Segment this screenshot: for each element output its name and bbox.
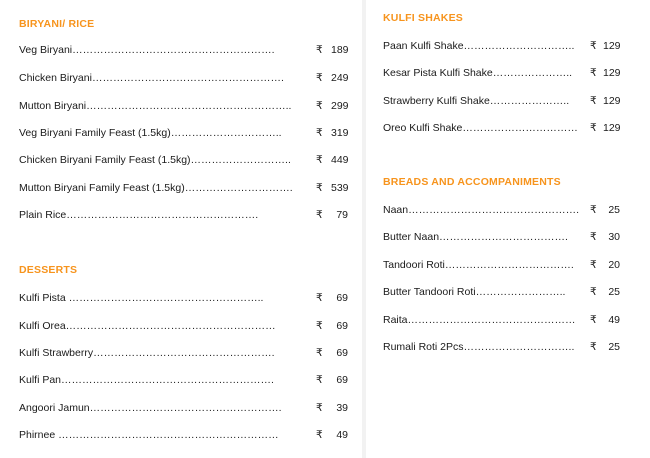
item-price: 539	[331, 182, 349, 194]
item-name: Angoori Jamun……………………………………………….	[19, 402, 282, 414]
rupee-symbol: ₹	[316, 374, 323, 386]
item-price: 129	[603, 122, 621, 134]
item-price: 49	[336, 429, 348, 441]
rupee-symbol: ₹	[590, 341, 597, 353]
item-name: Raita…………………………………………	[383, 314, 576, 326]
rupee-symbol: ₹	[590, 204, 597, 216]
item-price: 69	[336, 292, 348, 304]
item-price: 69	[336, 374, 348, 386]
item-price: 79	[336, 209, 348, 221]
rupee-symbol: ₹	[316, 402, 323, 414]
rupee-symbol: ₹	[316, 347, 323, 359]
rupee-symbol: ₹	[590, 67, 597, 79]
section-heading-kulfi-shakes: KULFI SHAKES	[383, 12, 463, 24]
item-name: Butter Naan……………………………….	[383, 231, 568, 243]
item-name: Rumali Roti 2Pcs…………………………..	[383, 341, 575, 353]
item-price: 449	[331, 154, 349, 166]
item-name: Mutton Biryani Family Feast (1.5kg)………………………….	[19, 182, 293, 194]
item-price: 49	[608, 314, 620, 326]
item-price: 69	[336, 320, 348, 332]
rupee-symbol: ₹	[316, 182, 323, 194]
item-name: Butter Tandoori Roti……………………..	[383, 286, 566, 298]
rupee-symbol: ₹	[316, 127, 323, 139]
item-price: 129	[603, 95, 621, 107]
item-name: Chicken Biryani……………………………………………….	[19, 72, 284, 84]
item-price: 25	[608, 341, 620, 353]
rupee-symbol: ₹	[316, 320, 323, 332]
item-price: 249	[331, 72, 349, 84]
item-name: Kulfi Pista ………………………………………………..	[19, 292, 264, 304]
rupee-symbol: ₹	[590, 40, 597, 52]
rupee-symbol: ₹	[316, 100, 323, 112]
item-name: Kesar Pista Kulfi Shake…………………..	[383, 67, 573, 79]
rupee-symbol: ₹	[590, 122, 597, 134]
item-name: Chicken Biryani Family Feast (1.5kg)………………………..	[19, 154, 291, 166]
rupee-symbol: ₹	[590, 314, 597, 326]
item-price: 25	[608, 204, 620, 216]
item-name: Strawberry Kulfi Shake…………………..	[383, 95, 570, 107]
rupee-symbol: ₹	[316, 44, 323, 56]
item-name: Veg Biryani………………………………………………….	[19, 44, 275, 56]
rupee-symbol: ₹	[316, 429, 323, 441]
rupee-symbol: ₹	[590, 95, 597, 107]
rupee-symbol: ₹	[316, 292, 323, 304]
item-name: Paan Kulfi Shake…………………………..	[383, 40, 575, 52]
item-name: Naan………………………………………….	[383, 204, 580, 216]
item-price: 30	[608, 231, 620, 243]
item-price: 319	[331, 127, 349, 139]
item-name: Kulfi Strawberry…………………………………………….	[19, 347, 275, 359]
item-name: Oreo Kulfi Shake……………………………	[383, 122, 578, 134]
rupee-symbol: ₹	[590, 231, 597, 243]
section-heading-biryani: BIRYANI/ RICE	[19, 18, 95, 30]
item-price: 129	[603, 67, 621, 79]
item-price: 69	[336, 347, 348, 359]
item-name: Mutton Biryani…………………………………………………..	[19, 100, 292, 112]
item-price: 39	[336, 402, 348, 414]
item-price: 25	[608, 286, 620, 298]
item-name: Veg Biryani Family Feast (1.5kg)…………………………..	[19, 127, 282, 139]
rupee-symbol: ₹	[590, 259, 597, 271]
section-heading-desserts: DESSERTS	[19, 264, 78, 276]
item-price: 20	[608, 259, 620, 271]
rupee-symbol: ₹	[316, 209, 323, 221]
column-divider	[362, 0, 366, 458]
item-name: Plain Rice……………………………………………….	[19, 209, 259, 221]
item-name: Kulfi Pan…………………………………………………….	[19, 374, 274, 386]
item-name: Kulfi Orea……………………………………………………	[19, 320, 276, 332]
rupee-symbol: ₹	[316, 72, 323, 84]
rupee-symbol: ₹	[590, 286, 597, 298]
item-price: 189	[331, 44, 349, 56]
item-price: 299	[331, 100, 349, 112]
item-price: 129	[603, 40, 621, 52]
item-name: Tandoori Roti……………………………….	[383, 259, 574, 271]
section-heading-breads: BREADS AND ACCOMPANIMENTS	[383, 176, 561, 188]
item-name: Phirnee ………………………………………………………	[19, 429, 279, 441]
rupee-symbol: ₹	[316, 154, 323, 166]
